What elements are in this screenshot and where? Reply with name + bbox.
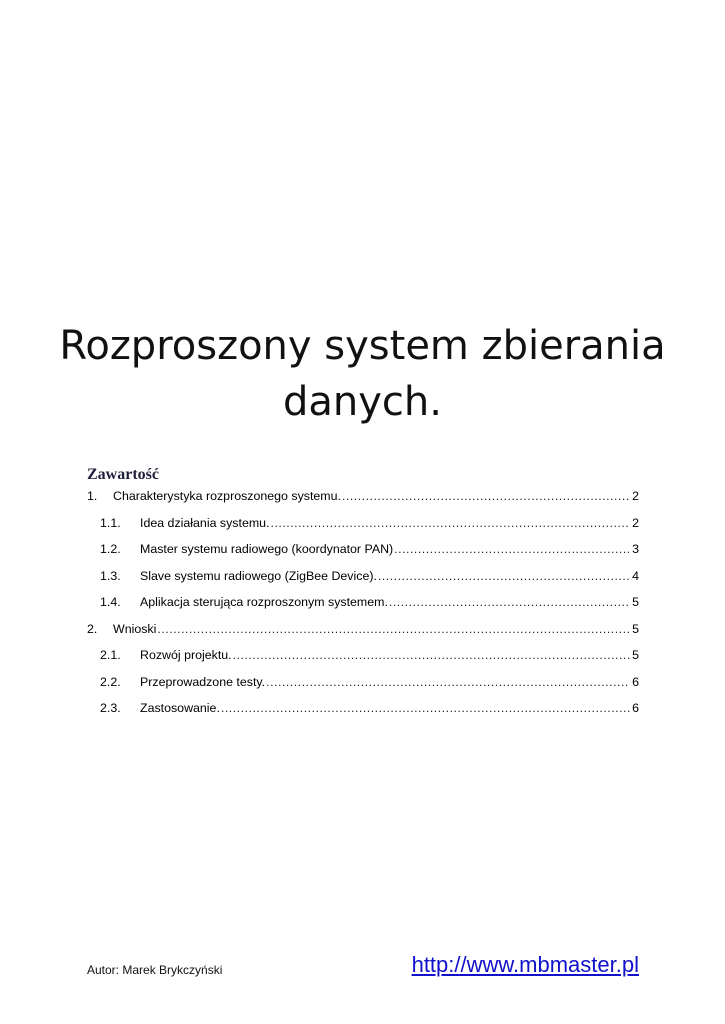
toc-entry-number: 1.	[87, 489, 98, 503]
toc-entry-page: 5	[632, 595, 639, 609]
toc-leader-dots	[394, 542, 630, 556]
toc-entry-number: 2.	[87, 621, 98, 636]
document-title-line-1: Rozproszony system zbierania	[59, 323, 666, 369]
toc-leader-dots	[221, 701, 630, 715]
document-title-line-2: danych.	[283, 379, 442, 425]
toc-entry-text: Idea działania systemu.	[140, 515, 270, 530]
toc-entry-number: 1.4.	[100, 595, 121, 609]
toc-entry-text: Aplikacja sterująca rozproszonym systemem.	[140, 595, 388, 609]
toc-entry-page: 6	[632, 674, 639, 689]
toc-entry[interactable]	[87, 675, 639, 702]
toc-entry-number: 1.3.	[100, 568, 121, 583]
toc-entry[interactable]	[87, 622, 639, 649]
toc-entry-number: 2.3.	[100, 701, 121, 715]
toc-entry-text: Przeprowadzone testy.	[140, 674, 266, 689]
toc-entry[interactable]	[87, 701, 639, 728]
toc-entry-number: 1.1.	[100, 515, 121, 530]
toc-leader-dots	[378, 569, 630, 583]
toc-entry-text: Rozwój projektu.	[140, 648, 232, 662]
toc-entry-page: 5	[632, 648, 639, 662]
toc-entry-text: Master systemu radiowego (koordynator PAN)	[140, 542, 394, 556]
author-footer: Autor: Marek Brykczyński	[87, 963, 223, 977]
toc-entry-page: 2	[632, 515, 639, 530]
toc-entry[interactable]	[87, 595, 639, 622]
toc-entry-page: 6	[632, 701, 639, 715]
toc-entry-number: 2.2.	[100, 674, 121, 689]
toc-leader-dots	[271, 516, 631, 530]
toc-entry-text: Wnioski	[113, 621, 157, 636]
toc-entry-number: 2.1.	[100, 648, 121, 662]
toc-entry-text: Charakterystyka rozproszonego systemu.	[113, 489, 341, 503]
toc-leader-dots	[157, 622, 630, 636]
toc-leader-dots	[389, 595, 630, 609]
toc-entry[interactable]	[87, 542, 639, 569]
website-link[interactable]: http://www.mbmaster.pl	[411, 952, 639, 977]
toc-entry[interactable]	[87, 569, 639, 596]
document-title	[0, 318, 725, 430]
toc-leader-dots	[266, 675, 630, 689]
toc-heading: Zawartość	[87, 466, 159, 483]
toc-leader-dots	[233, 648, 631, 662]
toc-entry-number: 1.2.	[100, 542, 121, 556]
toc-entry[interactable]	[87, 489, 639, 516]
toc-leader-dots	[342, 489, 630, 503]
toc-entry-page: 4	[632, 568, 639, 583]
toc-entry-page: 3	[632, 542, 639, 556]
toc-entry[interactable]	[87, 516, 639, 543]
toc-entry-text: Slave systemu radiowego (ZigBee Device).	[140, 568, 377, 583]
toc-entry-text: Zastosowanie.	[140, 701, 220, 715]
toc-entry-page: 2	[632, 489, 639, 503]
toc-entry[interactable]	[87, 648, 639, 675]
table-of-contents	[87, 489, 639, 728]
toc-entry-page: 5	[632, 621, 639, 636]
